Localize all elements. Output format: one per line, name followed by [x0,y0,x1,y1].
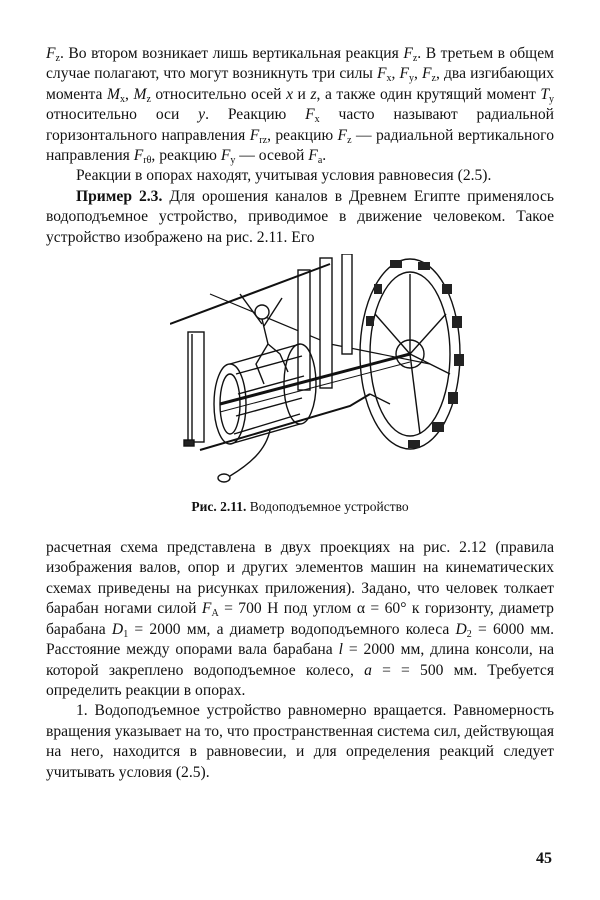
paragraph-step-1: 1. Водоподъемное устройство равномерно вращается. Равномерность вращения указывает на то, что пространственная система сил, действующая на него, находится в равновесии, и для определения реакций следует учитывать условия (2.5). [46,702,554,781]
water-lifting-device-illustration [170,254,470,490]
figure-caption [46,498,554,516]
paragraph-equilibrium: Реакции в опорах находят, учитывая условия равновесия (2.5). [76,167,492,185]
figure-water-lifting-device [46,254,554,494]
page-body [46,44,554,783]
example-label: Пример 2.3. [76,187,163,205]
paragraph-calculation-scheme: расчетная схема представлена в двух проекциях на рис. 2.12 (правила изображения валов, опор и других элементов машин на кинематических схемах приведены на рисунках приложения). Задано, что человек толкает барабан ногами силой $F_A = 700$ Н под углом α = 60° к горизонту, диаметр барабана $D_1 = 2000$ мм, а диаметр водоподъемного колеса $D_2 = 6000$ мм. Расстояние между опорами вала барабана l = 2000 мм, длина консоли, на которой закреплено водоподъемное колесо, a = = 500 мм. Требуется определить реакции в опорах. [46,539,555,699]
figure-label: Рис. 2.11. [191,499,247,515]
paragraph-example: Пример 2.3. Для орошения каналов в Древнем Египте применялось водоподъемное устройство, приводимое в движение человеком. Такое устройство изображено на рис. 2.11. Его [46,187,555,246]
figure-title: Водоподъемное устройство [246,499,409,515]
paragraph-reactions-intro: $F_z$. Во втором возникает лишь вертикальная реакция $F_z$. В третьем в общем случае полагают, что могут возникнуть три силы $F_x$, $F_y$, $F_z$, два изгибающих момента $M_x$, $M_z$ относительно осей x и z, а также один крутящий момент $T_y$ относительно оси y. Реакцию $F_x$ часто называют радиальной горизонтального направления $F_{rz}$, реакцию $F_z$ — радиальной вертикального направления $F_{r\theta}$, реакцию $F_y$ — осевой $F_a$. [46,45,555,167]
page-number: 45 [536,850,552,867]
